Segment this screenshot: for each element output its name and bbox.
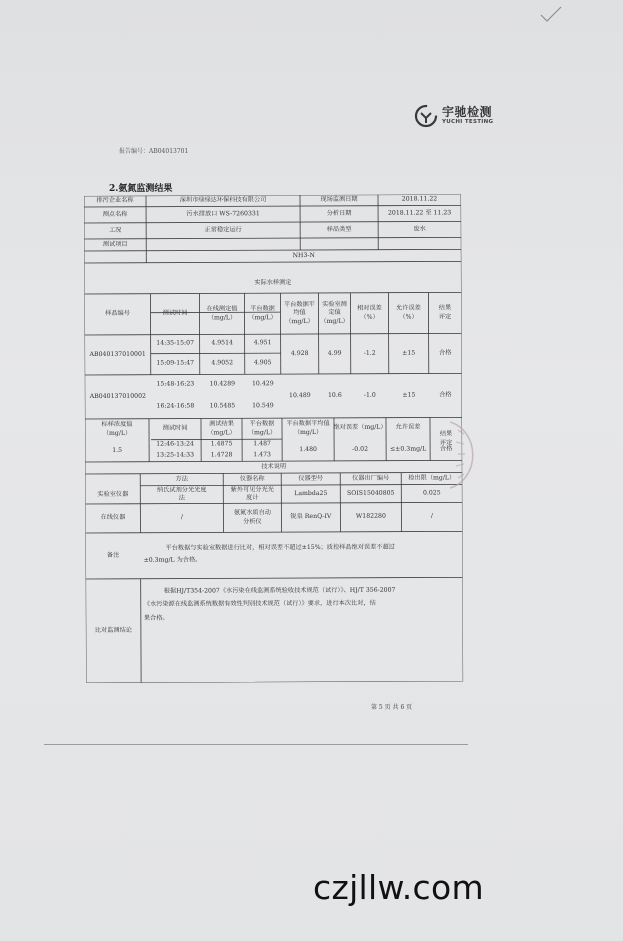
sample-rel-err: -1.0 <box>363 391 376 399</box>
logo-cn: 宇驰检测 <box>442 105 493 120</box>
std-abs-err: -0.02 <box>352 445 369 453</box>
water-header-lab: 实验室测定值（mg/L） <box>320 300 349 325</box>
site-date-value: 2018.11.22 <box>401 195 438 203</box>
std-avg: 1.480 <box>299 445 317 453</box>
std-header-platform: 平台数据（mg/L） <box>247 420 277 436</box>
enterprise-value: 深圳市绿绿达环保科技有限公司 <box>179 196 267 204</box>
yuchi-logo-icon <box>414 104 438 128</box>
remark-text <box>144 541 462 566</box>
tech-online-method: / <box>180 513 183 521</box>
item-value: NH3-N <box>292 251 315 259</box>
analysis-date-value: 2018.11.22 至 11.23 <box>387 209 452 217</box>
point-value: 污水排放口 WS-7260331 <box>186 210 260 218</box>
tech-online-name: 氨氮水质自动分析仪 <box>233 509 271 525</box>
water-test-title: 实际水样测定 <box>254 279 292 287</box>
result-table <box>84 194 463 683</box>
std-header-judgement: 结果评定 <box>439 430 453 446</box>
water-header-result: 结果评定 <box>438 304 452 320</box>
tech-header-method: 方法 <box>175 475 188 483</box>
tech-header-name: 仪器名称 <box>239 475 265 483</box>
analysis-date-label: 分析日期 <box>326 209 352 217</box>
sample-time: 16:24-16:58 <box>156 402 195 410</box>
tech-online-label: 在线仪器 <box>100 514 126 522</box>
conclusion-label: 比对监测结论 <box>94 626 132 634</box>
tech-online-serial: W182280 <box>355 512 386 521</box>
std-time: 13:25-14:33 <box>156 451 195 459</box>
sample-type-value: 废水 <box>413 225 426 233</box>
tech-lab-label: 实验室仪器 <box>97 490 129 498</box>
std-judgement: 合格 <box>439 445 453 453</box>
check-mark-icon <box>540 6 562 22</box>
water-header-id: 样品编号 <box>105 310 130 318</box>
company-logo <box>414 104 493 128</box>
std-conc: 1.5 <box>112 446 123 454</box>
conclusion-line: 《水污染源在线监测系统数据有效性判别技术规范（试行）》要求，进行本次比对，结 <box>143 600 376 609</box>
point-label: 测点名称 <box>102 210 128 218</box>
sample-avg: 10.489 <box>289 391 311 399</box>
tech-lab-method: 纳氏试剂分光光度法 <box>157 486 207 502</box>
std-time: 12:46-13:24 <box>156 440 194 448</box>
section-title: 2.氨氮监测结果 <box>109 184 173 194</box>
std-header-avg: 平台数据平均值（mg/L） <box>286 420 330 436</box>
condition-label: 工况 <box>108 226 122 234</box>
item-label: 测试项目 <box>102 240 128 248</box>
tech-lab-model: Lambda25 <box>294 489 328 497</box>
sample-id: AB040137010001 <box>89 350 146 358</box>
remark-label: 备注 <box>106 551 120 559</box>
std-result-value: 1.4728 <box>210 451 233 459</box>
std-platform-value: 1.487 <box>253 440 271 448</box>
site-date-label: 现场监测日期 <box>320 196 358 204</box>
sample-allow: ±15 <box>402 391 416 399</box>
remark-line: ±0.3mg/L 为合格。 <box>143 556 202 564</box>
sample-lab-value: 4.99 <box>327 349 342 357</box>
sample-platform-value: 4.951 <box>253 339 272 347</box>
page-number: 第 5 页 共 6 页 <box>371 704 413 711</box>
watermark-text: czjllw.com <box>313 868 484 907</box>
tech-header-model: 仪器型号 <box>298 474 324 482</box>
tech-lab-limit: 0.025 <box>422 489 441 497</box>
std-platform-value: 1.473 <box>253 451 272 459</box>
remark-line: 平台数据与实验室数据进行比对，相对误差不超过±15%；质控样品绝对误差不超过 <box>165 543 395 552</box>
seal-stamp <box>446 420 478 490</box>
tech-online-limit: / <box>430 512 433 520</box>
water-header-platform: 平台数据（mg/L） <box>248 305 277 321</box>
sample-online-value: 10.5485 <box>209 402 236 410</box>
water-header-time: 测试时间 <box>162 309 188 317</box>
std-header-result: 测试结果（mg/L） <box>207 420 236 436</box>
condition-value: 正常稳定运行 <box>204 226 242 234</box>
tech-lab-serial: SOIS15040805 <box>347 489 395 497</box>
std-header-allow: 允许误差 <box>395 423 421 431</box>
conclusion-text <box>144 583 462 624</box>
sample-platform-value: 10.429 <box>251 380 274 388</box>
water-header-online: 在线测定值（mg/L） <box>206 305 238 321</box>
sample-time: 14:35-15:07 <box>156 339 195 347</box>
std-header-abs-err: 绝对误差（mg/L） <box>333 423 387 432</box>
sample-time: 15:48-16:23 <box>156 380 195 388</box>
conclusion-line: 果合格。 <box>143 614 169 622</box>
std-header-conc: 标样浓度值（mg/L） <box>101 420 133 437</box>
tech-online-model: 锐泉 RenQ-IV <box>290 513 332 521</box>
sample-online-value: 4.9514 <box>211 339 233 347</box>
tech-lab-name: 紫外可见分光光度计 <box>230 485 274 502</box>
sample-result: 合格 <box>438 349 452 357</box>
sample-id: AB040137010002 <box>89 392 147 400</box>
sample-online-value: 4.9052 <box>211 359 234 367</box>
conclusion-line: 根据HJ/T354-2007《水污染在线监测系统验收技术规范（试行）》、HJ/T 356-2007 <box>163 586 396 595</box>
sample-lab-value: 10.6 <box>327 391 342 399</box>
tech-header-limit: 检出限（mg/L） <box>408 474 456 482</box>
water-header-avg: 平台数据平均值（mg/L） <box>283 300 315 325</box>
sample-type-label: 样品类型 <box>326 225 352 233</box>
sample-platform-value: 10.549 <box>252 402 274 410</box>
sample-allow: ±15 <box>402 349 416 357</box>
water-header-rel-err: 相对误差（%） <box>357 304 382 321</box>
sample-online-value: 10.4289 <box>209 380 236 388</box>
enterprise-label: 排污企业名称 <box>96 197 134 205</box>
sample-rel-err: -1.2 <box>363 349 376 357</box>
report-number: 报告编号：AB04013701 <box>119 148 189 155</box>
sample-platform-value: 4.905 <box>253 359 272 367</box>
tech-header-serial: 仪器出厂编号 <box>352 474 390 482</box>
tech-title: 技术说明 <box>261 462 287 471</box>
sample-result: 合格 <box>439 391 452 399</box>
sample-time: 15:09-15:47 <box>156 359 195 367</box>
sample-avg: 4.928 <box>290 349 309 357</box>
std-header-time: 测试时间 <box>162 424 188 432</box>
logo-en: YUCHI TESTING <box>442 119 494 126</box>
std-allow: ≤±0.3mg/L <box>389 445 427 453</box>
std-result-value: 1.4875 <box>210 440 233 448</box>
water-header-allow: 允许误差（%） <box>396 304 421 321</box>
divider <box>44 744 468 745</box>
